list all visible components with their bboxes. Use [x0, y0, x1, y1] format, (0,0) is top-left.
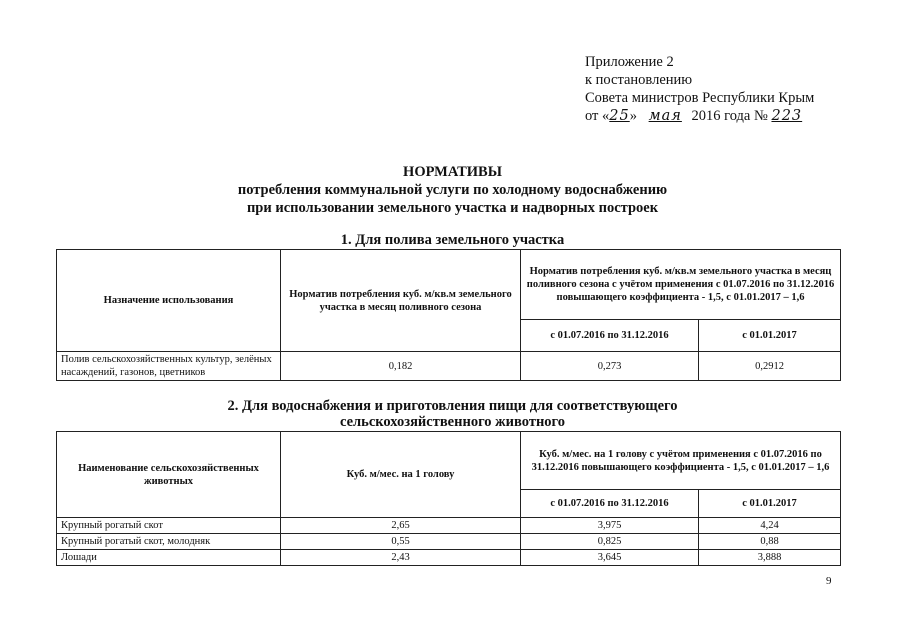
date-prefix: от « [585, 108, 610, 124]
row-name: Крупный рогатый скот, молодняк [57, 534, 281, 550]
row-base: 2,43 [281, 550, 521, 566]
header-period-1: с 01.07.2016 по 31.12.2016 [521, 490, 699, 518]
row-name: Полив сельскохозяйственных культур, зелёных насаждений, газонов, цветников [57, 352, 281, 381]
header-period-1: с 01.07.2016 по 31.12.2016 [521, 320, 699, 352]
header-animal: Наименование сельскохозяйственных животных [57, 432, 281, 518]
page-number: 9 [826, 575, 832, 587]
document-title: НОРМАТИВЫ [403, 164, 502, 180]
row-value-1: 0,273 [521, 352, 699, 381]
document-subtitle-1: потребления коммунальной услуги по холодному водоснабжению [237, 182, 668, 198]
date-month: мая [648, 108, 682, 124]
document-subtitle-2: при использовании земельного участка и надворных построек [246, 200, 659, 216]
row-base: 2,65 [281, 518, 521, 534]
header-purpose: Назначение использования [57, 250, 281, 352]
header-period-2: с 01.01.2017 [699, 320, 841, 352]
table-row [57, 352, 841, 381]
date-year: 2016 года № [691, 108, 768, 124]
table-irrigation [56, 249, 841, 381]
row-name: Лошади [57, 550, 281, 566]
row-value-2: 0,2912 [699, 352, 841, 381]
row-base: 0,55 [281, 534, 521, 550]
table-row [57, 534, 841, 550]
row-value-1: 3,975 [521, 518, 699, 534]
section-2-heading-2: сельскохозяйственного животного [339, 414, 566, 430]
section-2-heading-1: 2. Для водоснабжения и приготовления пищи для соответствующего [227, 398, 678, 414]
header-norm-coef: Норматив потребления куб. м/кв.м земельного участка в месяц поливного сезона с учётом применения с 01.07.2016 по 31.12.2016 повышающего коэффициента - 1,5, с 01.01.2017 – 1,6 [521, 250, 841, 320]
table-row [57, 518, 841, 534]
table-livestock [56, 431, 841, 566]
row-value-1: 0,825 [521, 534, 699, 550]
appendix-date-line [585, 107, 814, 125]
date-day: 25 [609, 108, 630, 124]
header-period-2: с 01.01.2017 [699, 490, 841, 518]
row-name: Крупный рогатый скот [57, 518, 281, 534]
header-norm: Норматив потребления куб. м/кв.м земельного участка в месяц поливного сезона [281, 250, 521, 352]
row-value-2: 0,88 [699, 534, 841, 550]
appendix-line-3: Совета министров Республики Крым [585, 90, 815, 106]
table-row [57, 550, 841, 566]
section-1-heading: 1. Для полива земельного участка [340, 232, 565, 248]
date-mid: » [629, 108, 637, 124]
appendix-line-2: к постановлению [585, 72, 693, 88]
header-norm-coef: Куб. м/мес. на 1 голову с учётом применения с 01.07.2016 по 31.12.2016 повышающего коэффициента - 1,5, с 01.01.2017 – 1,6 [521, 432, 841, 490]
appendix-block [585, 53, 814, 125]
decree-number: 223 [771, 108, 803, 124]
header-norm: Куб. м/мес. на 1 голову [281, 432, 521, 518]
row-value-2: 4,24 [699, 518, 841, 534]
appendix-line-1: Приложение 2 [585, 54, 674, 70]
row-base: 0,182 [281, 352, 521, 381]
row-value-1: 3,645 [521, 550, 699, 566]
row-value-2: 3,888 [699, 550, 841, 566]
